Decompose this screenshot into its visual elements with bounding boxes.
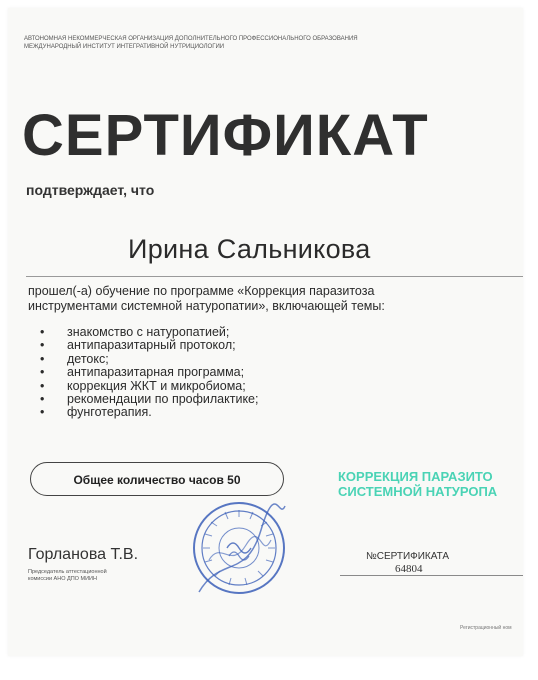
topic-item: [40, 353, 259, 366]
official-stamp-seal: [191, 500, 287, 596]
topic-item: [40, 326, 259, 339]
bullet-icon: •: [40, 392, 45, 407]
certificate-number: 64804: [395, 563, 423, 575]
bullet-icon: •: [40, 351, 45, 366]
bullet-icon: •: [40, 325, 45, 339]
bullet-icon: •: [40, 378, 45, 393]
bullet-icon: •: [40, 338, 45, 353]
organization-line-2: МЕЖДУНАРОДНЫЙ ИНСТИТУТ ИНТЕГРАТИВНОЙ НУТРИЦИОЛОГИИ: [24, 44, 225, 50]
topic-text: фунготерапия.: [67, 405, 152, 420]
course-title: [338, 469, 497, 499]
certificate-sheet: [8, 8, 523, 656]
bullet-icon: •: [40, 405, 45, 420]
topic-item: [40, 393, 259, 406]
certificate-title: СЕРТИФИКАТ: [22, 103, 429, 168]
topic-item: [40, 366, 259, 379]
topic-text: коррекция ЖКТ и микробиома;: [67, 378, 246, 393]
signatory-name: Горланова Т.В.: [28, 546, 139, 563]
organization-header: [24, 35, 444, 51]
topic-item: [40, 339, 259, 352]
signatory-role: [28, 569, 178, 583]
signatory-role-line-2: комиссии АНО ДПО МИИН: [28, 576, 97, 582]
course-title-line-2: СИСТЕМНОЙ НАТУРОПА: [338, 484, 498, 499]
registration-number-label: Регистрационный ном: [460, 625, 512, 631]
topic-text: антипаразитарная программа;: [67, 365, 245, 380]
topic-text: рекомендации по профилактике;: [67, 392, 259, 407]
name-underline: [26, 276, 523, 277]
certificate-number-underline: [340, 575, 523, 576]
signatory-role-line-1: Председатель аттестационной: [28, 569, 107, 575]
recipient-name: Ирина Сальникова: [128, 234, 371, 264]
topic-item: [40, 406, 259, 419]
program-description: [28, 284, 498, 314]
program-line-1: прошел(-а) обучение по программе «Коррекция паразитоза: [28, 284, 375, 298]
bullet-icon: •: [40, 365, 45, 380]
course-title-line-1: КОРРЕКЦИЯ ПАРАЗИТО: [338, 469, 493, 484]
topic-text: детокс;: [67, 351, 109, 366]
program-line-2: инструментами системной натуропатии», включающей темы:: [28, 299, 385, 313]
topic-text: знакомство с натуропатией;: [67, 325, 230, 339]
topic-item: [40, 380, 259, 393]
confirms-text: подтверждает, что: [26, 182, 155, 198]
organization-line-1: АВТОНОМНАЯ НЕКОММЕРЧЕСКАЯ ОРГАНИЗАЦИЯ ДОПОЛНИТЕЛЬНОГО ПРОФЕССИОНАЛЬНОГО ОБРАЗОВАНИЯ: [24, 36, 358, 42]
certificate-number-label: №СЕРТИФИКАТА: [366, 551, 450, 562]
topics-list: [40, 326, 259, 420]
topic-text: антипаразитарный протокол;: [67, 338, 236, 353]
total-hours-badge: Общее количество часов 50: [30, 462, 284, 496]
